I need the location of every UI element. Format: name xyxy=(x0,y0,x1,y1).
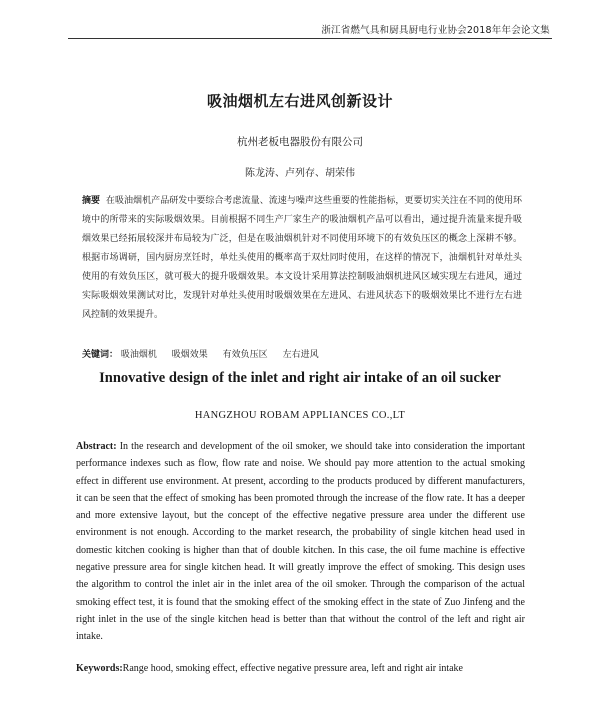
english-abstract-label: Abstract: xyxy=(76,441,117,452)
chinese-keyword: 吸油烟机 xyxy=(120,350,157,360)
chinese-abstract-text: 在吸油烟机产品研发中要综合考虑流量、流速与噪声这些重要的性能指标，更要切实关注在不同的使用环境中的所带来的实际吸烟效果。目前根据不同生产厂家生产的吸油烟机产品可以看出，通过提升流量来提升吸烟效果已经拓展较深并布局较为广泛，但是在吸油烟机针对不同使用环境下的有效负压区的概念上深耕不够。根据市场调研，国内厨房烹饪时，单灶头使用的概率高于双灶同时使用，在这样的情况下，油烟机针对单灶头使用的有效负压区，就可极大的提升吸烟效果。本文设计采用算法控制吸油烟机进风区域实现左右进风，通过实际吸烟效果测试对比，发现针对单灶头使用时吸烟效果在左进风、右进风状态下的吸烟效果比不进行左右进风控制的效果提升。 xyxy=(82,196,522,320)
english-abstract-text: In the research and development of the oil smoker, we should take into consideration the important performance indexes such as flow, flow rate and noise. We should pay more attention to the actual smoking effect in different use environment. At present, according to the products produced by different manufacturers, it can be seen that the effect of smoking has been promoted through the increase of the flow rate. It has a deeper and more extensive layout, but the concept of the effective negative pressure area under the different use environment is not enough. According to the market research, the probability of single kitchen head used in domestic kitchen cooking is higher than that of double kitchen. In this case, the oil fume machine is effective negative pressure area for single kitchen head. It will greatly improve the effect of smoking. This design uses the algorithm to control the inlet air in the inlet area of the oil smoker. Through the comparison of the actual smoking effect test, it is found that the smoking effect of the smoking effect in the state of Zuo Jinfeng and the right inlet in the use of the single kitchen head is better than that without the control of the left and right air intake. xyxy=(76,441,525,643)
english-affiliation: HANGZHOU ROBAM APPLIANCES CO.,LT xyxy=(194,410,406,421)
english-title: Innovative design of the inlet and right air intake of an oil sucker xyxy=(99,370,501,386)
chinese-keywords-label: 关键词： xyxy=(82,350,119,360)
english-keywords xyxy=(76,660,525,677)
english-abstract xyxy=(76,438,525,646)
header-divider xyxy=(68,38,552,39)
running-header: 浙江省燃气具和厨具厨电行业协会2018年年会论文集 xyxy=(321,25,550,36)
english-keywords-text: Range hood, smoking effect, effective negative pressure area, left and right air intake xyxy=(122,663,463,674)
chinese-affiliation: 杭州老板电器股份有限公司 xyxy=(237,136,363,148)
english-keywords-label: Keywords: xyxy=(76,663,123,674)
chinese-keyword: 吸烟效果 xyxy=(171,350,208,360)
chinese-keyword: 左右进风 xyxy=(282,350,319,360)
chinese-authors: 陈龙涛、卢列存、胡荣伟 xyxy=(245,168,355,179)
chinese-keywords xyxy=(82,347,522,360)
chinese-abstract-label: 摘要 xyxy=(82,196,101,206)
chinese-title: 吸油烟机左右进风创新设计 xyxy=(206,92,393,110)
chinese-keyword: 有效负压区 xyxy=(222,350,268,360)
chinese-abstract xyxy=(82,192,522,325)
